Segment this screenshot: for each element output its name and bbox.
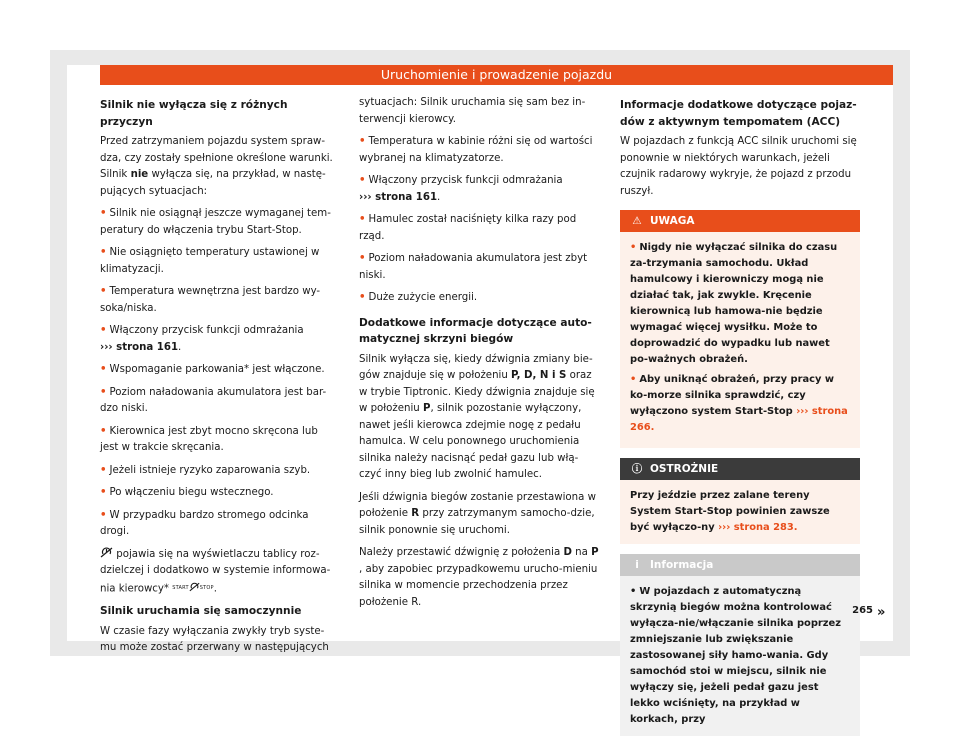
paragraph: W czasie fazy wyłączania zwykły tryb syste-mu może zostać przerwany w następujących [100,625,329,654]
section-heading: Dodatkowe informacje dotyczące auto-matycznej skrzyni biegów [359,316,592,345]
bullet-icon: • [359,253,366,264]
list-item: • Poziom naładowania akumulatora jest bar-dzo niski. [100,386,327,414]
list-item: • Aby uniknąć obrażeń, przy pracy w ko-morze silnika sprawdzić, czy wyłączono system Start-Stop ››› strona 266. [630,374,848,433]
chapter-banner: Uruchomienie i prowadzenie pojazdu [100,65,893,85]
start-stop-icon [189,582,200,592]
bullet-icon: • [630,242,637,253]
column-3 [620,95,860,736]
bullet-icon: • [100,208,107,219]
list-item: • Wspomaganie parkowania* jest włączone. [100,364,325,375]
warning-box [620,210,860,448]
info-body: • W pojazdach z automatyczną skrzynią biegów można kontrolować wyłącza-nie/włączanie silnika poprzez zmniejszanie lub zwiększanie zastosowanej siły hamo-wania. Gdy samochód stoi w miejscu, silnik nie wyłączy się, jeżeli pedał gazu jest lekko wciśnięty, na przykład w korkach, przy [620,576,860,736]
info-box [620,554,860,736]
bullet-icon: • [359,136,366,147]
page-reference-link[interactable]: ››› strona 161 [359,191,438,203]
bullet-icon: • [630,374,637,385]
paragraph: Przed zatrzymaniem pojazdu system spraw-dza, czy zostały spełnione określone warunki. Silnik nie wyłącza się, na przykład, w nastę-pujących sytuacjach: [100,136,333,197]
list-item: • Włączony przycisk funkcji odmrażania ››› strona 161. [100,325,304,353]
info-icon: ⅰ [635,559,639,571]
warning-icon: ⚠ [632,215,642,227]
column-2 [359,95,599,617]
paragraph: pojawia się na wyświetlaczu tablicy roz-dzielczej i dodatkowo w systemie informowa-nia kierowcy* START STOP. [100,548,331,594]
page-reference-link[interactable]: ››› strona 283. [718,522,798,533]
bullet-icon: • [100,247,107,258]
bullet-icon: • [100,364,107,375]
warning-header: ⚠ UWAGA [620,210,860,232]
bullet-icon: • [100,325,107,336]
caution-box [620,458,860,544]
bullet-icon: • [100,425,107,437]
continue-arrow: » [877,605,886,620]
page-reference-link[interactable]: ››› strona 266. [630,406,848,433]
section-heading: Informacje dodatkowe dotyczące pojaz-dów z aktywnym tempomatem (ACC) [620,99,857,128]
list-item: • Nigdy nie wyłączać silnika do czasu za-trzymania samochodu. Układ hamulcowy i kierowniczy mogą nie działać tak, jak zwykle. Kręcenie kierownicą lub hamowa-nie będzie wymagać więcej wysiłku. Może to doprowadzić do wypadku lub nawet po-ważnych obrażeń. [630,242,838,365]
bullet-icon: • [359,214,366,225]
bullet-icon: • [359,175,366,186]
list-item: • Nie osiągnięto temperatury ustawionej w klimatyzacji. [100,247,320,275]
bullet-icon: • [100,487,107,498]
bullet-icon: • [630,586,637,597]
list-item: • Kierownica jest zbyt mocno skręcona lub jest w trakcie skręcania. [100,425,318,453]
caution-header: ⓘ OSTROŻNIE [620,458,860,480]
list-item: • Poziom naładowania akumulatora jest zbyt niski. [359,253,588,281]
list-item: • Po włączeniu biegu wstecznego. [100,487,274,498]
info-header: ⅰ Informacja [620,554,860,576]
caution-icon: ⓘ [631,463,643,475]
bullet-icon: • [100,286,107,297]
start-label: START [172,584,189,591]
list-item: • Włączony przycisk funkcji odmrażania ››› strona 161. [359,175,563,203]
warning-body [620,232,860,448]
start-stop-off-icon [100,547,113,558]
list-item: • Hamulec został naciśnięty kilka razy pod rząd. [359,214,577,242]
caution-body: Przy jeździe przez zalane tereny System Start-Stop powinien zawsze być wyłączo-ny ››› strona 283. [620,480,860,544]
column-1 [100,95,338,663]
paragraph: W pojazdach z funkcją ACC silnik uruchomi się ponownie w niektórych warunkach, jeżeli czujnik radarowy wykryje, że pojazd z przodu ruszył. [620,136,857,197]
list-item: • Temperatura wewnętrzna jest bardzo wy-soka/niska. [100,286,321,314]
section-heading: Silnik nie wyłącza się z różnych przyczyn [100,99,288,128]
stop-label: STOP [199,584,214,591]
document-page [67,65,893,725]
section-heading: Silnik uruchamia się samoczynnie [100,605,302,618]
bullet-icon: • [100,509,107,521]
list-item: • Silnik nie osiągnął jeszcze wymaganej tem-peratury do włączenia trybu Start-Stop. [100,208,331,236]
paragraph: Należy przestawić dźwignię z położenia D na P , aby zapobiec przypadkowemu urucho-mieniu silnika w momencie przechodzenia przez położenie R. [359,547,599,608]
page-number: 265 [852,605,873,616]
page-frame [50,50,910,725]
paragraph: Silnik wyłącza się, kiedy dźwignia zmiany bie-gów znajduje się w położeniu P, D, N i S oraz w trybie Tiptronic. Kiedy dźwignia znajduje się w położeniu P, silnik pozostanie wyłączony, nawet jeśli kierowca zdejmie nogę z pedału hamulca. W celu ponownego uruchomienia silnika należy nacisnąć pedał gazu lub włą-czyć inny bieg lub zwolnić hamulec. [359,353,595,480]
paragraph: sytuacjach: Silnik uruchamia się sam bez in-terwencji kierowcy. [359,97,586,125]
bullet-icon: • [100,464,107,476]
list-item: • Temperatura w kabinie różni się od wartości wybranej na klimatyzatorze. [359,136,593,164]
list-item: • Duże zużycie energii. [359,292,478,303]
list-item: • W przypadku bardzo stromego odcinka drogi. [100,509,309,537]
bullet-icon: • [100,386,107,398]
list-item: • Jeżeli istnieje ryzyko zaparowania szyb. [100,464,311,476]
bullet-icon: • [359,292,366,303]
page-reference-link[interactable]: ››› strona 161 [100,341,179,353]
paragraph: Jeśli dźwignia biegów zostanie przestawiona w położenie R przy zatrzymanym samocho-dzie, silnik ponownie się uruchomi. [359,491,596,536]
